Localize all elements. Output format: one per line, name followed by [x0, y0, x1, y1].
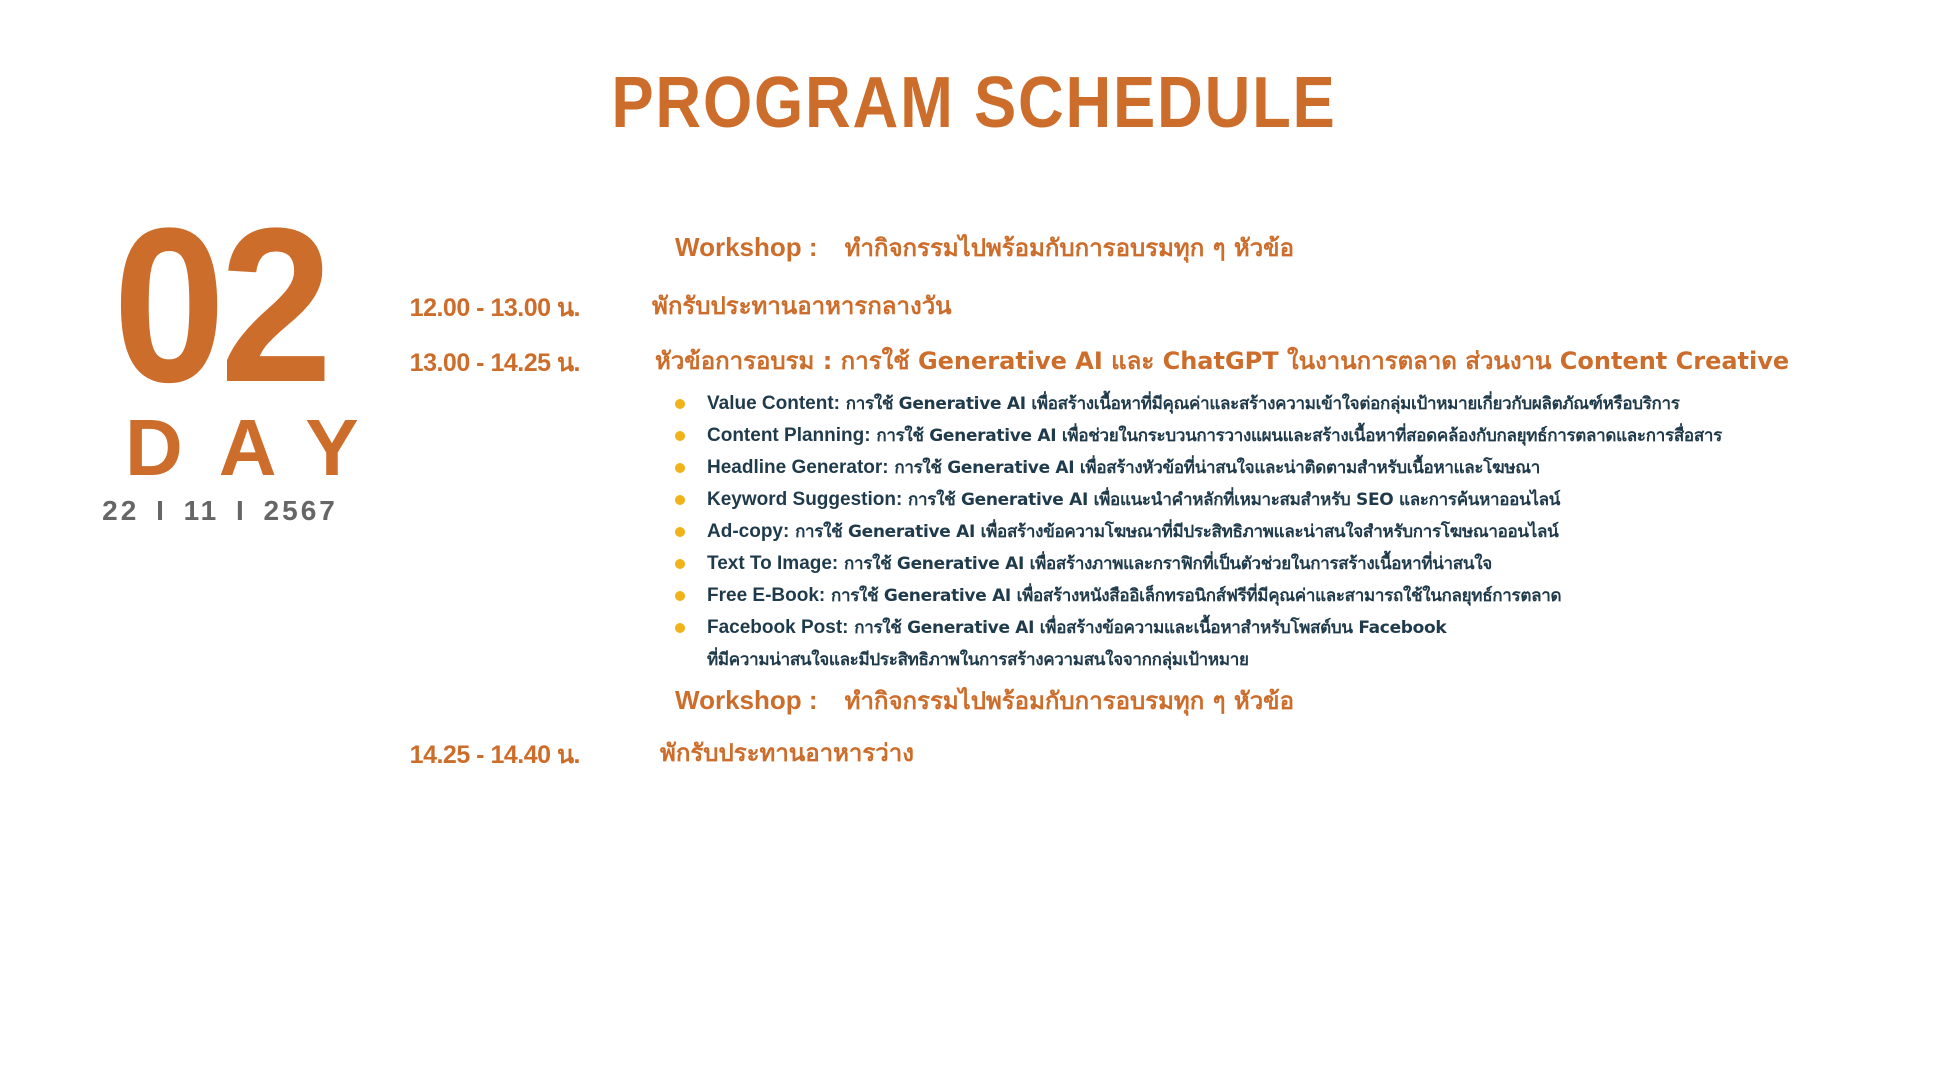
day-block — [95, 182, 395, 527]
list-item — [675, 580, 1722, 612]
list-item — [675, 516, 1722, 548]
list-item — [675, 420, 1722, 452]
topic-description: การใช้ Generative AI เพื่อสร้างเนื้อหาที่มีคุณค่าและสร้างความเข้าใจต่อกลุ่มเป้าหมายเกี่ยวกับผลิตภัณฑ์หรือบริการ — [845, 394, 1680, 414]
topic-description: การใช้ Generative AI เพื่อสร้างข้อความโฆษณาที่มีประสิทธิภาพและน่าสนใจสำหรับการโฆษณาออนไลน์ — [795, 522, 1559, 542]
topic-term: Free E-Book: — [707, 585, 826, 606]
topic-description: การใช้ Generative AI เพื่อสร้างหนังสืออิเล็กทรอนิกส์ฟรีที่มีคุณค่าและสามารถใช้ในกลยุทธ์การตลาด — [830, 586, 1562, 606]
day-number: 02 — [112, 182, 328, 428]
bullet-dot-icon — [675, 591, 685, 601]
topic-term: Keyword Suggestion: — [707, 489, 903, 510]
workshop-text: ทำกิจกรรมไปพร้อมกับการอบรมทุก ๆ หัวข้อ — [844, 234, 1294, 262]
time-lunch: 12.00 - 13.00 น. — [409, 294, 580, 322]
page-title: PROGRAM SCHEDULE — [611, 63, 1337, 143]
topic-description-continuation: ที่มีความน่าสนใจและมีประสิทธิภาพในการสร้างความสนใจจากกลุ่มเป้าหมาย — [707, 650, 1249, 670]
list-item — [675, 388, 1722, 420]
workshop-row-top — [675, 228, 1294, 267]
topic-description: การใช้ Generative AI เพื่อช่วยในกระบวนการวางแผนและสร้างเนื้อหาที่สอดคล้องกับกลยุทธ์การตลาดและการสื่อสาร — [876, 426, 1722, 446]
lunch-title: พักรับประทานอาหารกลางวัน — [652, 292, 952, 320]
workshop-row-bottom — [675, 681, 1294, 720]
bullet-dot-icon — [675, 559, 685, 569]
topic-term: Ad-copy: — [707, 521, 790, 542]
list-item — [675, 484, 1722, 516]
list-item — [675, 612, 1722, 644]
topic-term: Content Planning: — [707, 425, 871, 446]
session-title: หัวข้อการอบรม : การใช้ Generative AI และ ChatGPT ในงานการตลาด ส่วนงาน Content Creative — [655, 347, 1790, 375]
bullet-dot-icon — [675, 399, 685, 409]
topic-term: Facebook Post: — [707, 617, 849, 638]
topic-description: การใช้ Generative AI เพื่อแนะนำคำหลักที่เหมาะสมสำหรับ SEO และการค้นหาออนไลน์ — [908, 490, 1561, 510]
time-session: 13.00 - 14.25 น. — [409, 349, 580, 377]
workshop-text: ทำกิจกรรมไปพร้อมกับการอบรมทุก ๆ หัวข้อ — [844, 687, 1294, 715]
list-item — [675, 452, 1722, 484]
workshop-label: Workshop : — [675, 685, 818, 715]
bullet-dot-icon — [675, 527, 685, 537]
topic-term: Text To Image: — [707, 553, 839, 574]
topic-term: Value Content: — [707, 393, 841, 414]
break-title: พักรับประทานอาหารว่าง — [660, 739, 914, 767]
day-word: DAY — [125, 403, 395, 492]
bullet-dot-icon — [675, 495, 685, 505]
day-date: 22 I 11 I 2567 — [102, 495, 338, 526]
topic-description: การใช้ Generative AI เพื่อสร้างภาพและกราฟิกที่เป็นตัวช่วยในการสร้างเนื้อหาที่น่าสนใจ — [844, 554, 1492, 574]
session-topic-list — [675, 388, 1722, 676]
time-break: 14.25 - 14.40 น. — [409, 741, 580, 769]
list-item — [675, 548, 1722, 580]
topic-description: การใช้ Generative AI เพื่อสร้างข้อความและเนื้อหาสำหรับโพสต์บน Facebook — [854, 618, 1447, 638]
topic-term: Headline Generator: — [707, 457, 889, 478]
topic-description: การใช้ Generative AI เพื่อสร้างหัวข้อที่น่าสนใจและน่าติดตามสำหรับเนื้อหาและโฆษณา — [894, 458, 1540, 478]
workshop-label: Workshop : — [675, 232, 818, 262]
bullet-dot-icon — [675, 431, 685, 441]
bullet-dot-icon — [675, 463, 685, 473]
bullet-dot-icon — [675, 623, 685, 633]
